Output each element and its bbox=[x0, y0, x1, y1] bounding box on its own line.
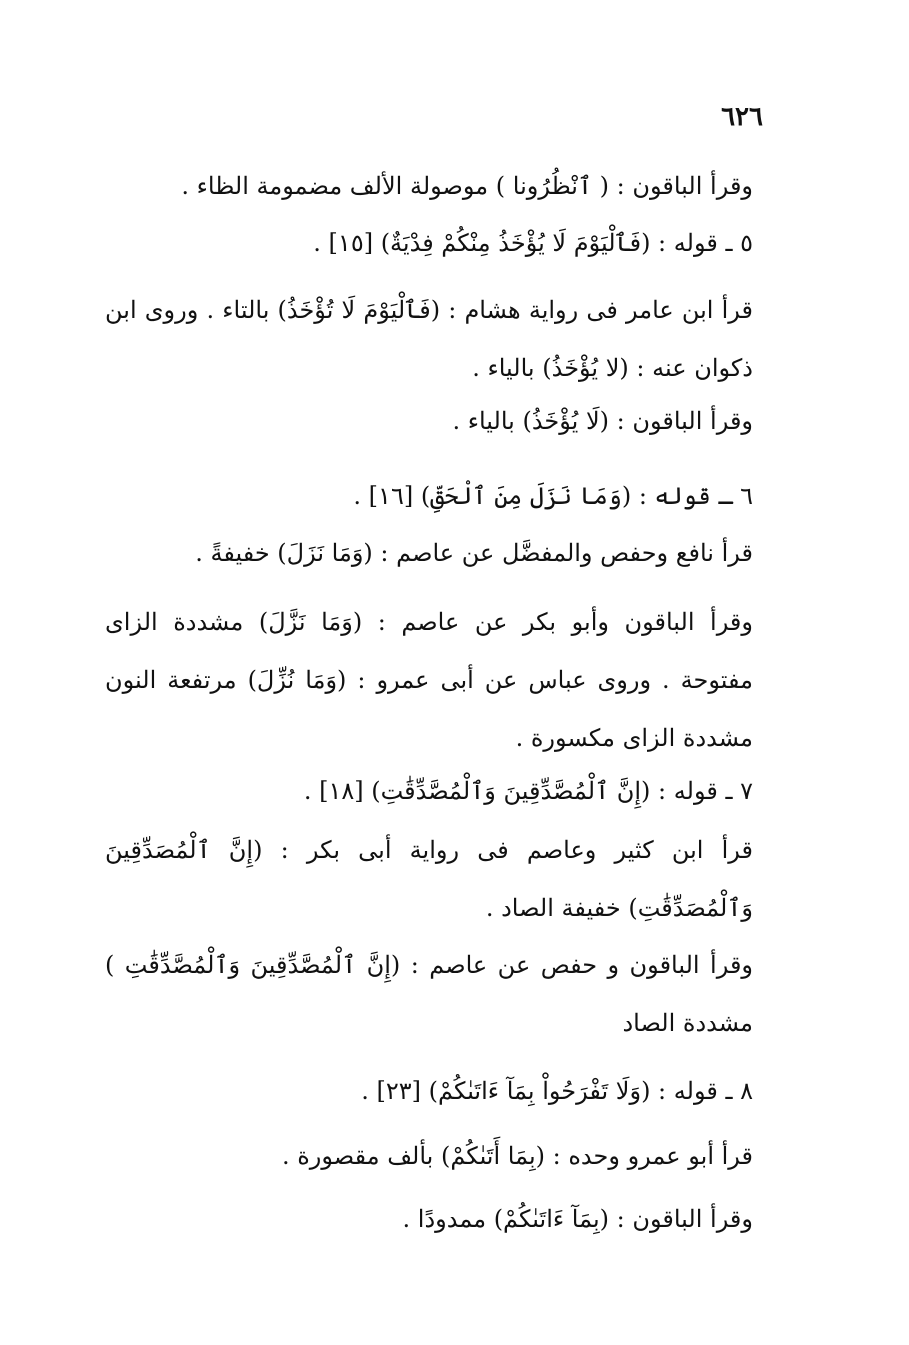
paragraph-4: وقرأ الباقون : (لَا يُؤْخَذُ) بالياء . bbox=[452, 407, 753, 435]
paragraph-5: ٦ ـ قوله : (وَمَا نَزَلَ مِنَ ٱلْحَقِّ) [١٦] . bbox=[353, 482, 753, 510]
paragraph-9: قرأ ابن كثير وعاصم فى رواية أبى بكر : (إِنَّ ٱلْمُصَدِّقِينَ وَٱلْمُصَدِّقَٰتِ) خفيفة الصاد . bbox=[105, 836, 753, 922]
paragraph-3: قرأ ابن عامر فى رواية هشام : (فَٱلْيَوْمَ لَا تُؤْخَذُ) بالتاء . وروى ابن ذكوان عنه : (لا يُؤْخَذُ) بالياء . bbox=[105, 296, 753, 382]
paragraph-2: ٥ ـ قوله : (فَٱلْيَوْمَ لَا يُؤْخَذُ مِنْكُمْ فِدْيَةٌ) [١٥] . bbox=[313, 229, 753, 257]
paragraph-8: ٧ ـ قوله : (إِنَّ ٱلْمُصَّدِّقِينَ وَٱلْمُصَّدِّقَٰتِ) [١٨] . bbox=[303, 777, 753, 805]
page-number: ٦٢٦ bbox=[721, 102, 763, 132]
paragraph-1: وقرأ الباقون : ( ٱنْظُرُونا ) موصولة الألف مضمومة الظاء . bbox=[181, 172, 753, 200]
paragraph-10: وقرأ الباقون و حفص عن عاصم : (إِنَّ ٱلْمُصَّدِّقِينَ وَٱلْمُصَّدِّقَٰتِ ) مشددة الصاد bbox=[105, 951, 753, 1037]
paragraph-11: ٨ ـ قوله : (وَلَا تَفْرَحُواْ بِمَآ ءَاتَىٰكُمْ) [٢٣] . bbox=[361, 1077, 753, 1105]
paragraph-6: قرأ نافع وحفص والمفضَّل عن عاصم : (وَمَا نَزَلَ) خفيفةً . bbox=[195, 539, 753, 567]
paragraph-7: وقرأ الباقون وأبو بكر عن عاصم : (وَمَا نَزَّلَ) مشددة الزاى مفتوحة . وروى عباس عن أبى عمرو : (وَمَا نُزِّلَ) مرتفعة النون مشددة الزاى مكسورة . bbox=[105, 608, 753, 752]
paragraph-13: وقرأ الباقون : (بِمَآ ءَاتَىٰكُمْ) ممدودًا . bbox=[402, 1205, 753, 1233]
paragraph-12: قرأ أبو عمرو وحده : (بِمَا أَتَىٰكُمْ) بألف مقصورة . bbox=[281, 1142, 753, 1170]
